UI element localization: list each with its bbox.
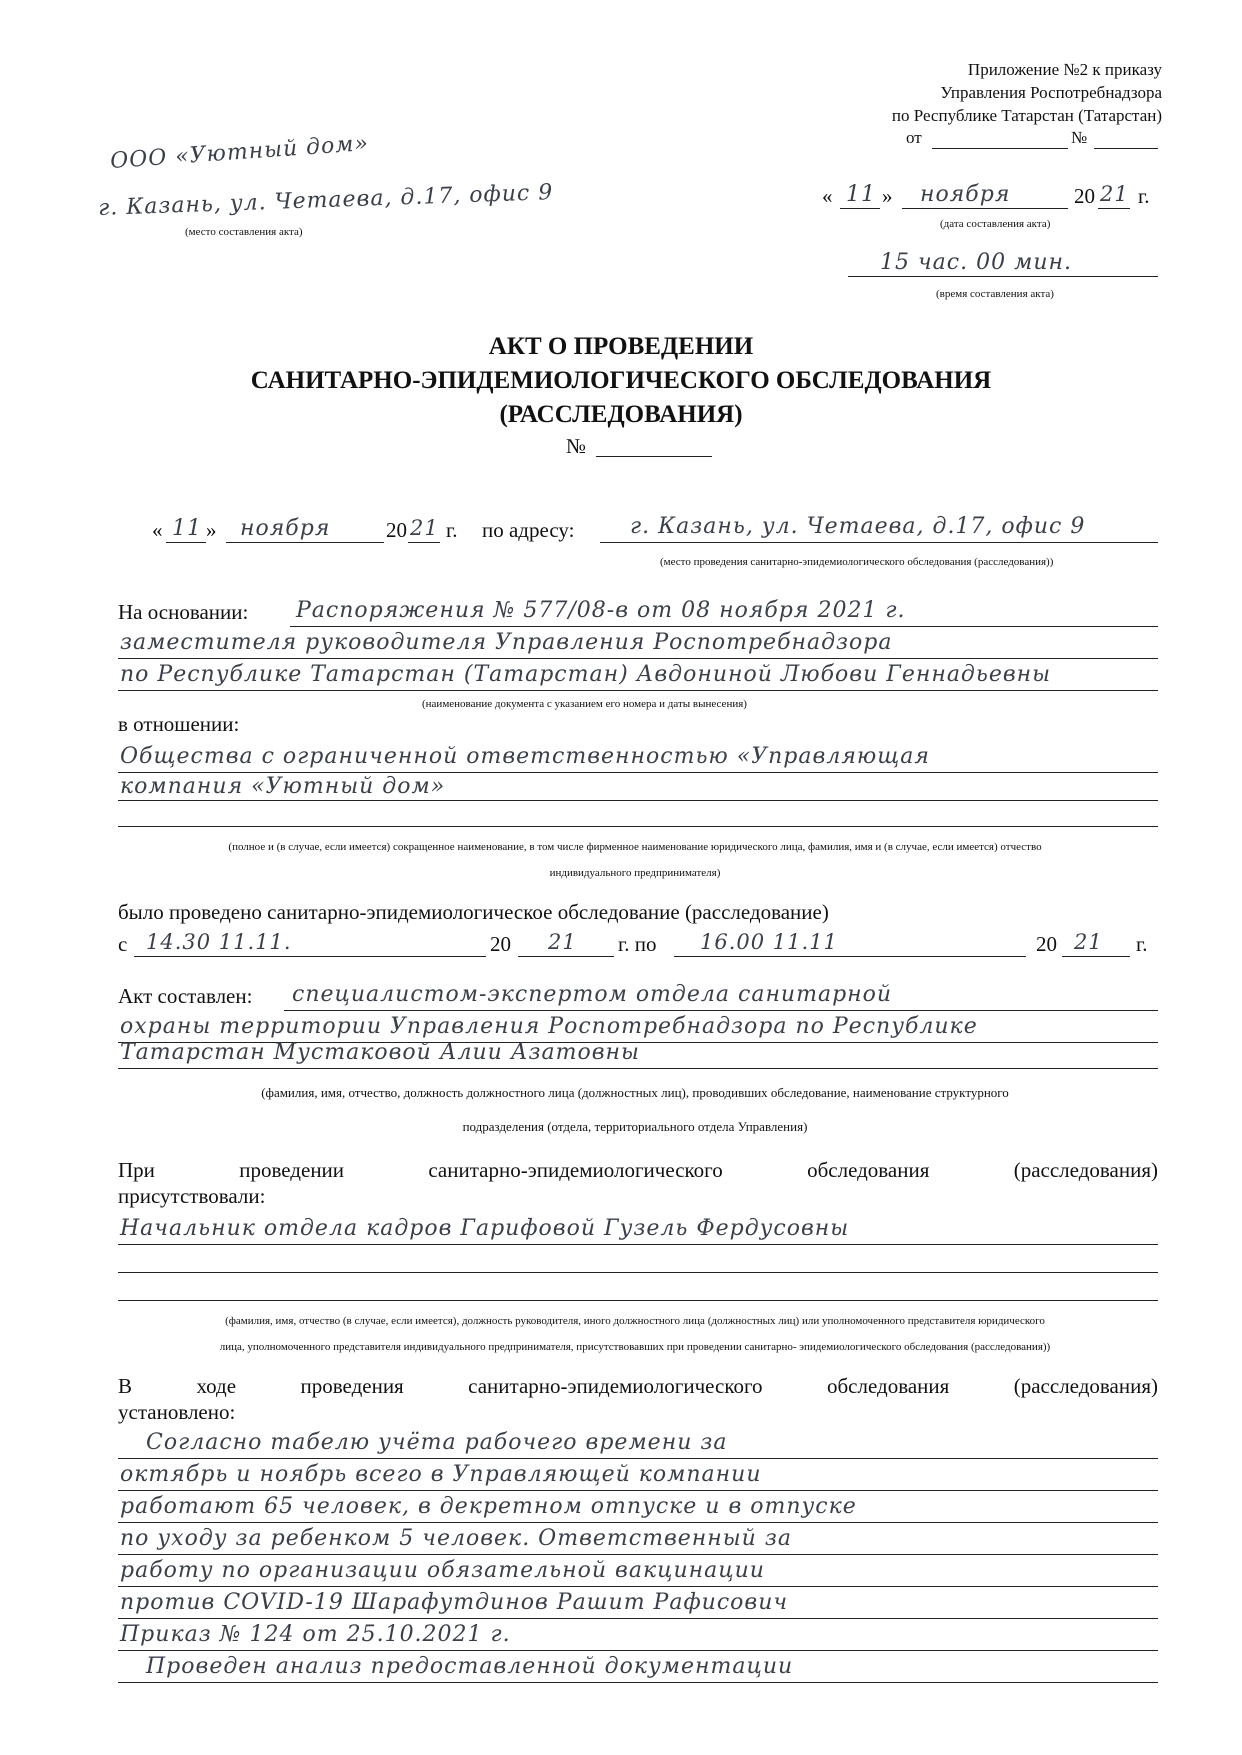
date-year-unit: г. — [1138, 184, 1150, 208]
regarding-label: в отношении: — [118, 712, 240, 736]
findings-line-7: Приказ № 124 от 25.10.2021 г. — [120, 1622, 511, 1647]
basis-line-1: Распоряжения № 577/08-в от 08 ноября 2021 г. — [296, 598, 906, 623]
findings-rule-3 — [118, 1522, 1158, 1523]
present-word-5: (расследования) — [1013, 1158, 1158, 1182]
regarding-line-2: компания «Уютный дом» — [120, 774, 446, 799]
period-year-suffix-1: 21 — [548, 930, 577, 954]
findings-line-6: против COVID-19 Шарафутдинов Рашит Рафисович — [120, 1590, 789, 1615]
period-text: было проведено санитарно-эпидемиологическое обследование (расследование) — [118, 900, 829, 924]
present-word-1: При — [118, 1158, 155, 1182]
compiled-caption — [110, 1076, 1160, 1144]
act-number-line — [596, 456, 712, 457]
findings-rule-4 — [118, 1554, 1158, 1555]
regarding-rule-1 — [118, 772, 1158, 773]
addr-month-line — [226, 542, 384, 543]
date-day: 11 — [846, 182, 876, 207]
period-year-line-2 — [1062, 956, 1130, 957]
act-number-label: № — [566, 434, 587, 458]
findings-word-7: установлено: — [118, 1400, 236, 1424]
date-caption: (дата составления акта) — [940, 218, 1051, 230]
findings-rule-6 — [118, 1618, 1158, 1619]
time-line — [848, 276, 1158, 277]
place-handwritten-address: г. Казань, ул. Четаева, д.17, офис 9 — [97, 180, 554, 221]
findings-rule-5 — [118, 1586, 1158, 1587]
period-to-value: 16.00 11.11 — [700, 930, 838, 954]
addr-month: ноября — [240, 516, 331, 541]
present-line-1: Начальник отдела кадров Гарифовой Гузель Фердусовны — [120, 1216, 850, 1241]
act-title-line-3: (РАССЛЕДОВАНИЯ) — [499, 401, 743, 428]
compiled-rule-1 — [284, 1010, 1158, 1011]
basis-line-3: по Республике Татарстан (Татарстан) Авдониной Любови Геннадьевны — [120, 662, 1052, 687]
present-rule-2 — [118, 1272, 1158, 1273]
date-close-quote: » — [882, 184, 893, 208]
compiled-line-1: специалистом-экспертом отдела санитарной — [292, 982, 893, 1007]
regarding-line-1: Общества с ограниченной ответственностью «Управляющая — [120, 744, 930, 769]
findings-line-1: Согласно табелю учёта рабочего времени за — [146, 1430, 728, 1455]
date-open-quote: « — [822, 184, 833, 208]
present-heading — [118, 1158, 1158, 1183]
date-month-line — [902, 208, 1068, 209]
regarding-rule-2 — [118, 800, 1158, 801]
header-line-2: Управления Роспотребнадзора — [940, 83, 1162, 102]
addr-year-prefix: 20 — [386, 518, 407, 542]
addr-day-line — [166, 542, 206, 543]
order-appendix-header — [742, 58, 1162, 127]
period-from-label: с — [118, 932, 128, 956]
present-word-3: санитарно-эпидемиологического — [428, 1158, 723, 1182]
period-from-line — [134, 956, 486, 957]
addr-day: 11 — [172, 516, 202, 541]
findings-rule-2 — [118, 1490, 1158, 1491]
addr-caption: (место проведения санитарно-эпидемиологического обследования (расследования)) — [660, 556, 1054, 568]
findings-line-2: октябрь и ноябрь всего в Управляющей компании — [120, 1462, 762, 1487]
basis-rule-2 — [118, 658, 1158, 659]
header-number-label: № — [1071, 128, 1088, 147]
addr-close-quote: » — [206, 518, 217, 542]
compiled-label: Акт составлен: — [118, 984, 253, 1008]
compiled-rule-3 — [118, 1068, 1158, 1069]
header-number-line — [1094, 148, 1158, 149]
date-month: ноября — [920, 182, 1011, 207]
present-caption — [110, 1308, 1160, 1360]
time-value: 15 час. 00 мин. — [880, 250, 1072, 275]
basis-rule-3 — [118, 690, 1158, 691]
findings-rule-7 — [118, 1650, 1158, 1651]
findings-rule-8 — [118, 1682, 1158, 1683]
place-caption: (место составления акта) — [185, 226, 303, 238]
date-day-line — [840, 208, 880, 209]
findings-line-5: работу по организации обязательной вакцинации — [120, 1558, 765, 1583]
header-from-label: от — [906, 128, 922, 147]
compiled-caption-2: подразделения (отдела, территориального отдела Управления) — [462, 1119, 808, 1134]
addr-label: по адресу: — [482, 518, 575, 542]
present-word-6: присутствовали: — [118, 1184, 266, 1208]
place-handwritten-org: ООО «Уютный дом» — [109, 130, 370, 175]
period-year-line-1 — [518, 956, 614, 957]
regarding-caption — [110, 834, 1160, 886]
act-title-line-1: АКТ О ПРОВЕДЕНИИ — [488, 333, 754, 360]
basis-caption: (наименование документа с указанием его номера и даты вынесения) — [422, 698, 747, 710]
period-year-prefix-2: 20 — [1036, 932, 1057, 956]
addr-open-quote: « — [152, 518, 163, 542]
present-rule-1 — [118, 1244, 1158, 1245]
compiled-line-3: Татарстан Мустаковой Алии Азатовны — [120, 1040, 640, 1065]
date-year-line — [1098, 208, 1130, 209]
header-date-line — [932, 148, 1068, 149]
addr-value-line — [600, 542, 1158, 543]
findings-line-4: по уходу за ребенком 5 человек. Ответственный за — [120, 1526, 792, 1551]
date-year-prefix: 20 — [1074, 184, 1095, 208]
compiled-caption-1: (фамилия, имя, отчество, должность должностного лица (должностных лиц), проводивших обследование, наименование структурного — [261, 1085, 1009, 1100]
findings-word-6: (расследования) — [1013, 1374, 1158, 1398]
period-year-unit: г. — [1136, 932, 1148, 956]
period-from-value: 14.30 11.11. — [146, 930, 292, 954]
findings-word-2: ходе — [196, 1374, 237, 1398]
date-year-suffix: 21 — [1100, 182, 1129, 206]
period-year-suffix-2: 21 — [1074, 930, 1103, 954]
act-title — [0, 330, 1242, 432]
addr-year-line — [408, 542, 440, 543]
present-caption-1: (фамилия, имя, отчество (в случае, если имеется), должность руководителя, иного должностного лица (должностных лиц) или уполномоченного представителя юридического — [225, 1315, 1045, 1327]
period-year-prefix-1: 20 — [490, 932, 511, 956]
period-to-label: г. по — [618, 932, 657, 956]
header-line-3: по Республике Татарстан (Татарстан) — [891, 106, 1162, 125]
findings-word-3: проведения — [300, 1374, 404, 1398]
period-to-line — [674, 956, 1026, 957]
regarding-caption-1: (полное и (в случае, если имеется) сокращенное наименование, в том числе фирменное наименование юридического лица, фамилия, имя и (в случае, если имеется) отчество — [228, 841, 1042, 853]
findings-rule-1 — [118, 1458, 1158, 1459]
addr-value: г. Казань, ул. Четаева, д.17, офис 9 — [630, 514, 1086, 539]
compiled-line-2: охраны территории Управления Роспотребнадзора по Республике — [120, 1014, 978, 1039]
time-caption: (время составления акта) — [936, 288, 1054, 300]
findings-heading — [118, 1374, 1158, 1399]
regarding-rule-3 — [118, 826, 1158, 827]
basis-line-2: заместителя руководителя Управления Роспотребнадзора — [120, 630, 893, 655]
findings-word-4: санитарно-эпидемиологического — [468, 1374, 763, 1398]
addr-year-unit: г. — [446, 518, 458, 542]
present-word-2: проведении — [239, 1158, 345, 1182]
regarding-caption-2: индивидуального предпринимателя) — [549, 867, 721, 879]
present-rule-3 — [118, 1300, 1158, 1301]
present-word-4: обследования — [807, 1158, 930, 1182]
basis-rule-1 — [290, 626, 1158, 627]
findings-word-5: обследования — [826, 1374, 950, 1398]
act-title-line-2: САНИТАРНО-ЭПИДЕМИОЛОГИЧЕСКОГО ОБСЛЕДОВАНИЯ — [250, 367, 992, 394]
findings-line-8: Проведен анализ предоставленной документации — [146, 1654, 794, 1679]
findings-line-3: работают 65 человек, в декретном отпуске и в отпуске — [120, 1494, 857, 1519]
addr-year-suffix: 21 — [410, 516, 439, 540]
header-line-1: Приложение №2 к приказу — [967, 60, 1162, 79]
basis-label: На основании: — [118, 600, 249, 624]
present-caption-2: лица, уполномоченного представителя индивидуального предпринимателя, присутствовавших при проведении санитарно- эпидемиологического обследования (расследования)) — [219, 1341, 1051, 1353]
findings-word-1: В — [118, 1374, 133, 1398]
